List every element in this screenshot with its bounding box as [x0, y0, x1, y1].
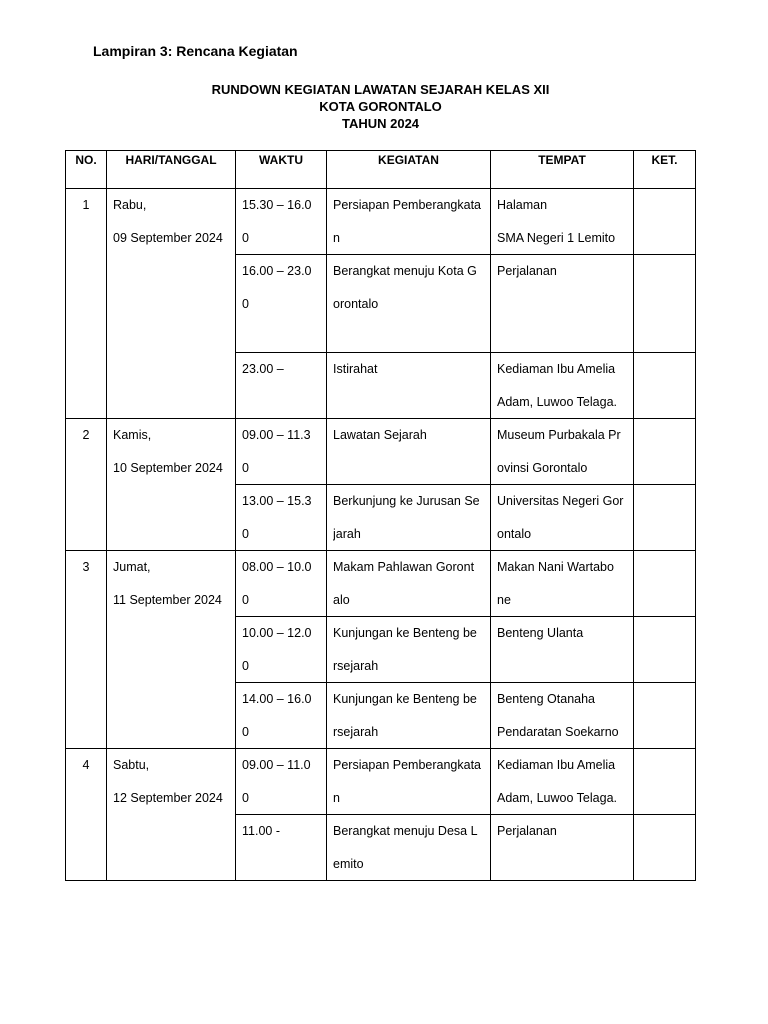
- cell-waktu-line: 0: [242, 592, 249, 607]
- cell-hari-tanggal-line: 10 September 2024: [113, 460, 223, 475]
- rundown-body: [66, 189, 696, 881]
- title-line: KOTA GORONTALO: [319, 99, 442, 114]
- rundown-table: [65, 150, 696, 881]
- header-no: NO.: [66, 151, 107, 189]
- cell-tempat-line: Makan Nani Wartabo: [497, 560, 614, 574]
- cell-ket: [634, 255, 696, 353]
- cell-waktu-line: 0: [242, 724, 249, 739]
- cell-hari-tanggal: [107, 419, 236, 551]
- cell-no: 1: [66, 189, 107, 419]
- cell-tempat-line: Museum Purbakala Pr: [497, 428, 621, 442]
- cell-tempat-line: ne: [497, 592, 511, 607]
- cell-waktu-line: 15.30 – 16.0: [242, 198, 312, 212]
- cell-waktu-line: 0: [242, 230, 249, 245]
- cell-kegiatan: [327, 815, 491, 881]
- cell-hari-tanggal: [107, 551, 236, 749]
- cell-hari-tanggal-line: 09 September 2024: [113, 230, 223, 245]
- cell-ket: [634, 617, 696, 683]
- cell-tempat-line: Kediaman Ibu Amelia: [497, 362, 616, 376]
- cell-tempat-line: SMA Negeri 1 Lemito: [497, 230, 616, 245]
- header-waktu: WAKTU: [236, 151, 327, 189]
- table-row: [66, 419, 696, 485]
- table-header-row: [66, 151, 696, 189]
- cell-kegiatan: [327, 419, 491, 485]
- cell-waktu: [236, 551, 327, 617]
- cell-kegiatan: [327, 189, 491, 255]
- cell-no: 4: [66, 749, 107, 881]
- cell-kegiatan-line: orontalo: [333, 296, 379, 311]
- cell-tempat-line: ontalo: [497, 526, 532, 541]
- cell-tempat: [491, 683, 634, 749]
- cell-waktu-line: 13.00 – 15.3: [242, 494, 312, 508]
- cell-ket: [634, 815, 696, 881]
- cell-kegiatan: [327, 683, 491, 749]
- cell-kegiatan-line: Kunjungan ke Benteng be: [333, 626, 477, 640]
- cell-waktu-line: 0: [242, 296, 249, 311]
- cell-waktu-line: 09.00 – 11.3: [242, 428, 311, 442]
- cell-tempat-line: Perjalanan: [497, 264, 557, 278]
- cell-tempat-line: Adam, Luwoo Telaga.: [497, 394, 617, 409]
- cell-hari-tanggal: [107, 189, 236, 419]
- cell-kegiatan: [327, 353, 491, 419]
- cell-tempat: [491, 749, 634, 815]
- cell-hari-tanggal: [107, 749, 236, 881]
- cell-tempat: [491, 617, 634, 683]
- cell-kegiatan-line: Persiapan Pemberangkata: [333, 758, 482, 772]
- cell-waktu: [236, 255, 327, 353]
- cell-ket: [634, 485, 696, 551]
- cell-kegiatan: [327, 551, 491, 617]
- cell-waktu-line: 0: [242, 658, 249, 673]
- cell-tempat-line: Adam, Luwoo Telaga.: [497, 790, 617, 805]
- title-line: TAHUN 2024: [341, 116, 420, 131]
- cell-tempat: [491, 551, 634, 617]
- cell-waktu-line: 0: [242, 526, 249, 541]
- cell-tempat: [491, 255, 634, 353]
- cell-tempat-line: ovinsi Gorontalo: [497, 460, 588, 475]
- cell-kegiatan-line: Makam Pahlawan Goront: [333, 560, 475, 574]
- cell-kegiatan-line: jarah: [333, 526, 361, 541]
- cell-ket: [634, 551, 696, 617]
- header-tempat: TEMPAT: [491, 151, 634, 189]
- cell-kegiatan-line: Lawatan Sejarah: [333, 428, 427, 442]
- cell-ket: [634, 189, 696, 255]
- cell-kegiatan: [327, 485, 491, 551]
- cell-waktu-line: 16.00 – 23.0: [242, 264, 312, 278]
- cell-waktu: [236, 419, 327, 485]
- cell-waktu: [236, 749, 327, 815]
- cell-no: 3: [66, 551, 107, 749]
- cell-ket: [634, 419, 696, 485]
- cell-kegiatan: [327, 255, 491, 353]
- cell-waktu-line: 09.00 – 11.0: [242, 758, 311, 772]
- cell-hari-tanggal-line: 12 September 2024: [113, 790, 223, 805]
- cell-waktu: [236, 683, 327, 749]
- cell-kegiatan-line: Berangkat menuju Desa L: [333, 824, 478, 838]
- cell-kegiatan-line: rsejarah: [333, 724, 379, 739]
- cell-kegiatan-line: emito: [333, 856, 364, 871]
- cell-hari-tanggal-line: 11 September 2024: [113, 592, 222, 607]
- cell-kegiatan-line: Istirahat: [333, 362, 378, 376]
- cell-waktu: [236, 189, 327, 255]
- cell-waktu: [236, 353, 327, 419]
- table-row: [66, 749, 696, 815]
- title-line: RUNDOWN KEGIATAN LAWATAN SEJARAH KELAS XII: [211, 82, 550, 97]
- cell-tempat-line: Pendaratan Soekarno: [497, 724, 619, 739]
- cell-ket: [634, 353, 696, 419]
- header-kegiatan: KEGIATAN: [327, 151, 491, 189]
- cell-waktu-line: 08.00 – 10.0: [242, 560, 312, 574]
- cell-waktu-line: 23.00 –: [242, 362, 284, 376]
- cell-tempat-line: Benteng Otanaha: [497, 692, 595, 706]
- cell-kegiatan-line: n: [333, 790, 340, 805]
- table-row: [66, 189, 696, 255]
- cell-waktu-line: 0: [242, 790, 249, 805]
- document-title: [66, 81, 695, 132]
- table-row: [66, 551, 696, 617]
- cell-no: 2: [66, 419, 107, 551]
- cell-waktu-line: 11.00 -: [242, 824, 280, 838]
- cell-ket: [634, 683, 696, 749]
- cell-waktu-line: 10.00 – 12.0: [242, 626, 312, 640]
- cell-tempat-line: Halaman: [497, 198, 548, 212]
- cell-hari-tanggal-line: Sabtu,: [113, 758, 150, 772]
- cell-hari-tanggal-line: Jumat,: [113, 560, 151, 574]
- cell-hari-tanggal-line: Rabu,: [113, 198, 147, 212]
- cell-tempat-line: Universitas Negeri Gor: [497, 494, 624, 508]
- cell-hari-tanggal-line: Kamis,: [113, 428, 152, 442]
- cell-kegiatan-line: Persiapan Pemberangkata: [333, 198, 482, 212]
- cell-kegiatan-line: Kunjungan ke Benteng be: [333, 692, 477, 706]
- cell-tempat: [491, 485, 634, 551]
- header-hari-tanggal: HARI/TANGGAL: [107, 151, 236, 189]
- cell-kegiatan-line: Berkunjung ke Jurusan Se: [333, 494, 480, 508]
- cell-tempat-line: Benteng Ulanta: [497, 626, 584, 640]
- cell-ket: [634, 749, 696, 815]
- cell-kegiatan: [327, 617, 491, 683]
- cell-waktu: [236, 815, 327, 881]
- cell-tempat: [491, 815, 634, 881]
- cell-kegiatan-line: n: [333, 230, 340, 245]
- cell-waktu: [236, 485, 327, 551]
- cell-tempat-line: Kediaman Ibu Amelia: [497, 758, 616, 772]
- cell-tempat-line: Perjalanan: [497, 824, 557, 838]
- attachment-label: Lampiran 3: Rencana Kegiatan: [93, 43, 298, 59]
- header-ket: KET.: [634, 151, 696, 189]
- cell-kegiatan: [327, 749, 491, 815]
- cell-tempat: [491, 189, 634, 255]
- cell-waktu: [236, 617, 327, 683]
- cell-kegiatan-line: Berangkat menuju Kota G: [333, 264, 477, 278]
- cell-waktu-line: 14.00 – 16.0: [242, 692, 312, 706]
- cell-kegiatan-line: rsejarah: [333, 658, 379, 673]
- cell-kegiatan-line: alo: [333, 592, 350, 607]
- cell-tempat: [491, 419, 634, 485]
- cell-tempat: [491, 353, 634, 419]
- cell-waktu-line: 0: [242, 460, 249, 475]
